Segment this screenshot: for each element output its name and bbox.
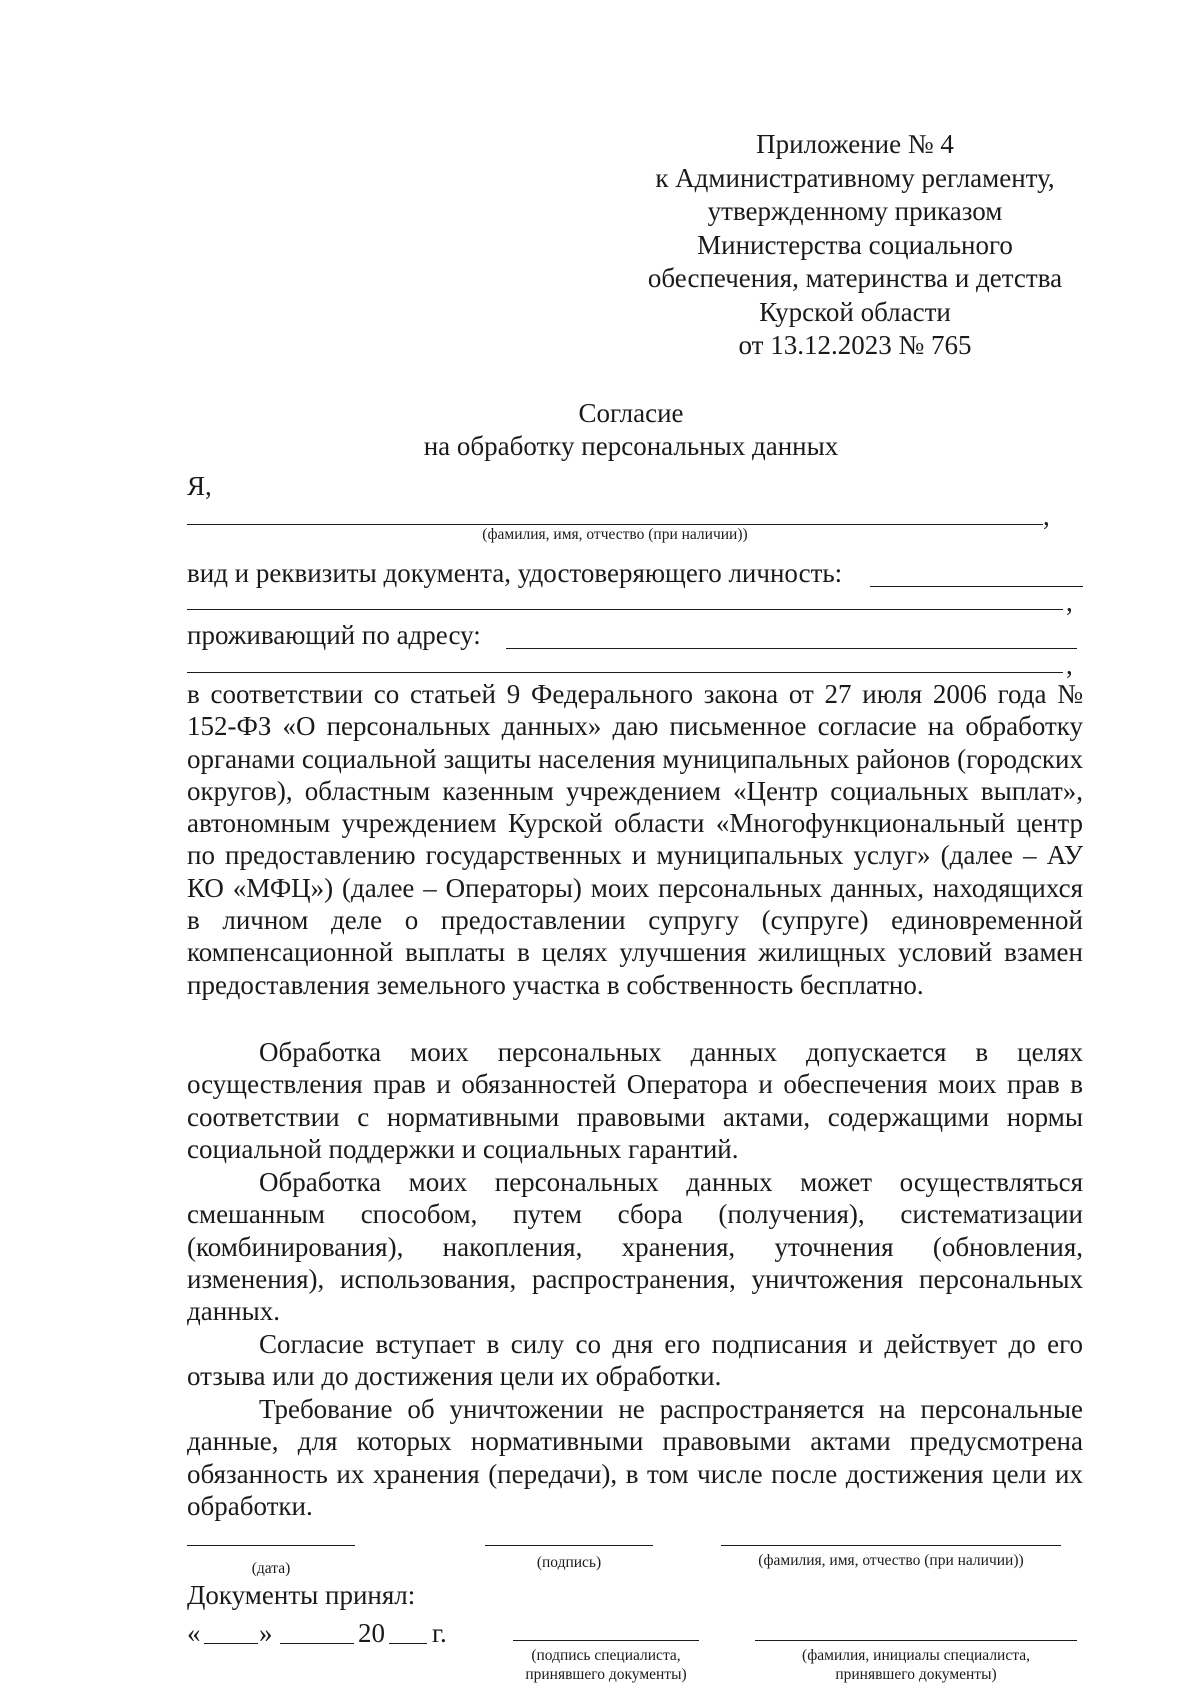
destruction-paragraph: Требование об уничтожении не распространяется на персональные данные, для которых нормативными правовыми актами предусмотрена обязанность их хранения (передачи), в том числе после достижения цели их обработки. bbox=[187, 1394, 1083, 1521]
doc-input-line-2[interactable] bbox=[187, 609, 1063, 610]
specialist-signature-caption bbox=[500, 1646, 712, 1684]
applicant-fio-line[interactable] bbox=[721, 1545, 1061, 1546]
specialist-fio-line[interactable] bbox=[755, 1640, 1077, 1641]
consent-paragraph: в соответствии со статьей 9 Федерального закона от 27 июля 2006 года № 152-ФЗ «О персональных данных» даю письменное согласие на обработку органами социальной защиты населения муниципальных районов (городских округов), областным казенным учреждением «Центр социальных выплат», автономным учреждением Курской области «Многофункциональный центр по предоставлению государственных и муниципальных услуг» (далее – АУ КО «МФЦ») (далее – Операторы) моих персональных данных, находящихся в личном деле о предоставлении супругу (супруге) единовременной компенсационной выплаты в целях улучшения жилищных условий взамен предоставления земельного участка в собственность бесплатно. bbox=[187, 679, 1083, 1000]
close-quote: » bbox=[259, 1618, 273, 1648]
fio-caption: (фамилия, имя, отчество (при наличии)) bbox=[482, 526, 748, 543]
address-input-line-2[interactable] bbox=[187, 672, 1063, 673]
comma: , bbox=[1043, 501, 1050, 531]
applicant-fio-caption: (фамилия, имя, отчество (при наличии)) bbox=[758, 1552, 1024, 1569]
signature-caption: (подпись) bbox=[536, 1554, 602, 1571]
month-line[interactable] bbox=[280, 1643, 354, 1644]
caption-line: принявшего документы) bbox=[835, 1666, 997, 1683]
caption-line: принявшего документы) bbox=[525, 1666, 687, 1683]
validity-paragraph: Согласие вступает в силу со дня его подписания и действует до его отзыва или до достижения цели их обработки. bbox=[187, 1329, 1083, 1392]
processing-methods-paragraph: Обработка моих персональных данных может осуществляться смешанным способом, путем сбора (получения), систематизации (комбинирования), накопления, хранения, уточнения (обновления, изменения), использования, распространения, уничтожения персональных данных. bbox=[187, 1167, 1083, 1327]
signature-line[interactable] bbox=[485, 1545, 653, 1546]
caption-line: (подпись специалиста, bbox=[531, 1647, 681, 1664]
header-line: от 13.12.2023 № 765 bbox=[738, 330, 972, 360]
caption-line: (фамилия, инициалы специалиста, bbox=[802, 1647, 1030, 1664]
specialist-signature-line[interactable] bbox=[513, 1640, 699, 1641]
appendix-header bbox=[600, 128, 1110, 363]
header-line: к Административному регламенту, bbox=[655, 162, 1055, 193]
header-line: Приложение № 4 bbox=[756, 129, 954, 159]
date-caption: (дата) bbox=[251, 1560, 291, 1577]
comma: , bbox=[1066, 587, 1073, 617]
doc-input-line[interactable] bbox=[870, 586, 1083, 587]
doc-label: вид и реквизиты документа, удостоверяющего личность: bbox=[187, 558, 843, 588]
year-line[interactable] bbox=[389, 1643, 427, 1644]
address-label: проживающий по адресу: bbox=[187, 620, 481, 650]
specialist-fio-caption bbox=[755, 1646, 1077, 1684]
year-prefix: 20 bbox=[358, 1618, 385, 1648]
document-title: Согласие bbox=[578, 398, 684, 428]
open-quote: « bbox=[187, 1618, 201, 1648]
processing-purpose-paragraph: Обработка моих персональных данных допускается в целях осуществления прав и обязанностей Оператора и обеспечения моих прав в соответствии с нормативными правовыми актами, содержащими нормы социальной поддержки и социальных гарантий. bbox=[187, 1037, 1083, 1164]
document-subtitle: на обработку персональных данных bbox=[423, 431, 839, 461]
address-input-line[interactable] bbox=[506, 648, 1077, 649]
fio-input-line[interactable] bbox=[187, 524, 1043, 525]
year-suffix: г. bbox=[432, 1618, 447, 1648]
header-line: Министерства социального bbox=[697, 229, 1013, 260]
accepted-label: Документы принял: bbox=[187, 1580, 416, 1610]
comma: , bbox=[1066, 650, 1073, 680]
date-line[interactable] bbox=[187, 1545, 355, 1546]
header-line: Курской области bbox=[759, 296, 951, 327]
day-line[interactable] bbox=[204, 1643, 258, 1644]
header-line: утвержденному приказом bbox=[707, 196, 1003, 226]
ya-label: Я, bbox=[187, 471, 212, 501]
header-line: обеспечения, материнства и детства bbox=[647, 263, 1063, 293]
